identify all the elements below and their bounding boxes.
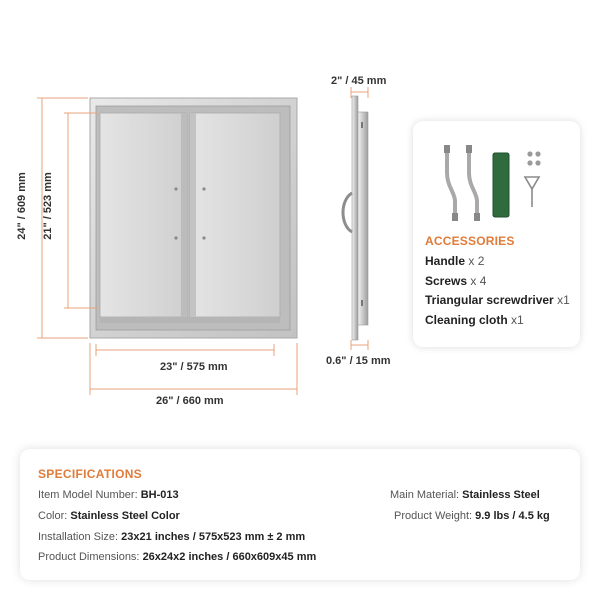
accessory-item: Triangular screwdriver x1 — [425, 293, 570, 307]
spec-model-number: Item Model Number: BH-013 — [38, 489, 179, 501]
spec-product-weight: Product Weight: 9.9 lbs / 4.5 kg — [394, 510, 550, 522]
specifications-title: SPECIFICATIONS — [38, 467, 142, 481]
door-side-view — [343, 96, 368, 340]
accessories-illustration — [413, 121, 580, 231]
spec-product-dimensions: Product Dimensions: 26x24x2 inches / 660x609x45 mm — [38, 551, 317, 563]
handle-icon — [444, 145, 480, 221]
inner-width-label: 23" / 575 mm — [160, 361, 228, 373]
specifications-panel — [20, 449, 580, 580]
accessory-item: Cleaning cloth x1 — [425, 313, 524, 327]
flange-label: 0.6" / 15 mm — [326, 355, 391, 367]
accessories-title: ACCESSORIES — [425, 234, 515, 248]
outer-width-label: 26" / 660 mm — [156, 395, 224, 407]
outer-height-label: 24" / 609 mm — [16, 172, 28, 240]
inner-height-label: 21" / 523 mm — [42, 172, 54, 240]
accessory-item: Handle x 2 — [425, 254, 485, 268]
right-door — [190, 113, 280, 317]
triangular-screwdriver-icon — [525, 177, 539, 207]
depth-label: 2" / 45 mm — [331, 75, 387, 87]
accessory-item: Screws x 4 — [425, 274, 487, 288]
frame-bottom-edge — [100, 317, 280, 323]
left-door — [100, 113, 187, 317]
side-handle — [343, 193, 352, 232]
accessories-card — [413, 121, 580, 347]
screws-icon — [527, 151, 540, 165]
spec-main-material: Main Material: Stainless Steel — [390, 489, 540, 501]
spec-color: Color: Stainless Steel Color — [38, 510, 180, 522]
cleaning-cloth-icon — [493, 153, 509, 217]
spec-installation-size: Installation Size: 23x21 inches / 575x523 mm ± 2 mm — [38, 531, 306, 543]
